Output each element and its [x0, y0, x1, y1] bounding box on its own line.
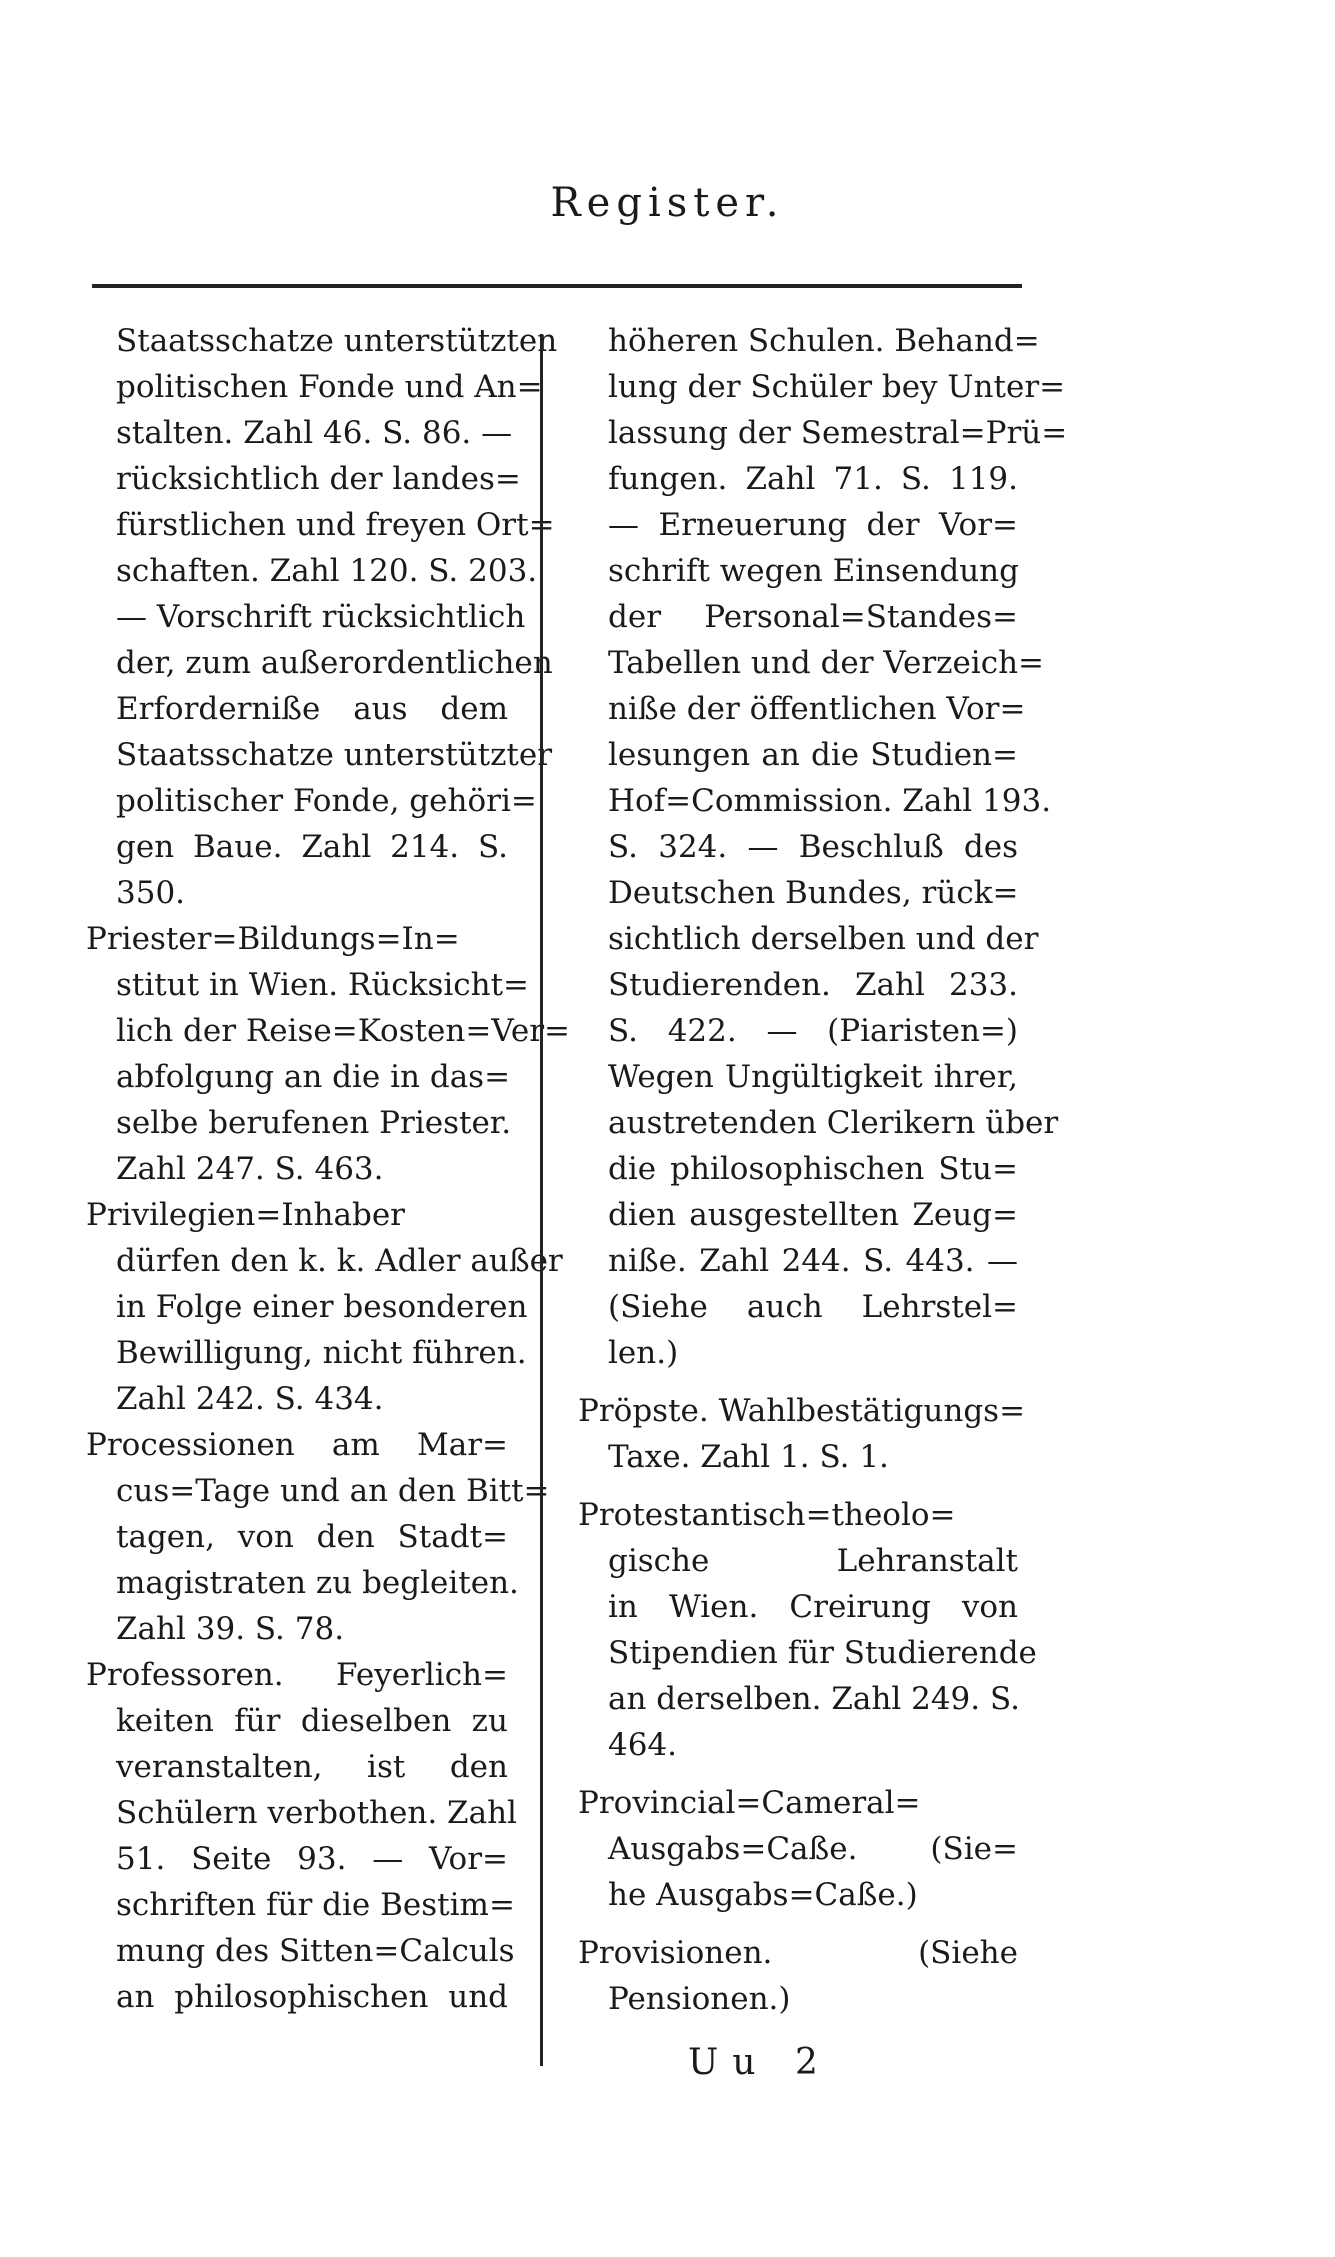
index-entry-line: Staatsschatze unterstützter	[116, 737, 553, 773]
index-entry-headword-line: Protestantisch=theolo=	[578, 1497, 956, 1533]
index-entry-line: fungen. Zahl 71. S. 119.	[608, 461, 1018, 497]
index-entry-line: S. 324. — Beschluß des	[608, 829, 1018, 865]
index-entry-line: politischen Fonde und An=	[116, 369, 543, 405]
index-entry-line: austretenden Clerikern über	[608, 1105, 1059, 1141]
index-entry-line: rücksichtlich der landes=	[116, 461, 521, 497]
entry-gap	[578, 1918, 1018, 1930]
index-entry-line: Stipendien für Studierende	[608, 1635, 1037, 1671]
index-entry-line: Taxe. Zahl 1. S. 1.	[608, 1439, 889, 1475]
running-head-title: Register.	[550, 180, 785, 226]
index-entry-line: lassung der Semestral=Prü=	[608, 415, 1068, 451]
index-entry-line: Ausgabs=Caße. (Sie=	[608, 1831, 1018, 1867]
index-entry-line: gische Lehranstalt	[608, 1543, 1018, 1579]
index-entry-line: Studierenden. Zahl 233.	[608, 967, 1018, 1003]
index-entry-line: der, zum außerordentlichen	[116, 645, 553, 681]
index-entry-headword-line: Professoren. Feyerlich=	[86, 1657, 508, 1693]
index-entry-line: gen Baue. Zahl 214. S.	[116, 829, 508, 865]
index-entry-line: Bewilligung, nicht führen.	[116, 1335, 527, 1371]
index-entry-line: der Personal=Standes=	[608, 599, 1018, 635]
index-entry-line: he Ausgabs=Caße.)	[608, 1877, 918, 1913]
index-entry-line: niße der öffentlichen Vor=	[608, 691, 1026, 727]
index-entry-line: lung der Schüler bey Unter=	[608, 369, 1066, 405]
index-entry-line: schrift wegen Einsendung	[608, 553, 1019, 589]
index-entry-line: höheren Schulen. Behand=	[608, 323, 1040, 359]
index-entry-line: 350.	[116, 875, 186, 911]
right-column	[578, 318, 1068, 2022]
entry-gap	[578, 1480, 1018, 1492]
index-entry-line: an philosophischen und	[116, 1979, 508, 2015]
index-entry-line: Zahl 242. S. 434.	[116, 1381, 384, 1417]
index-entry-line: die philosophischen Stu=	[608, 1151, 1018, 1187]
index-entry-line: stitut in Wien. Rücksicht=	[116, 967, 530, 1003]
index-entry-line: 51. Seite 93. — Vor=	[116, 1841, 508, 1877]
index-entry-line: fürstlichen und freyen Ort=	[116, 507, 555, 543]
index-entry-line: Wegen Ungültigkeit ihrer,	[608, 1059, 1018, 1095]
index-entry-line: keiten für dieselben zu	[116, 1703, 508, 1739]
index-entry-line: Schülern verbothen. Zahl	[116, 1795, 517, 1831]
index-entry-line: lesungen an die Studien=	[608, 737, 1018, 773]
signature-catchword: Uu 2	[688, 2042, 832, 2083]
index-entry-line: schaften. Zahl 120. S. 203.	[116, 553, 538, 589]
index-entry-line: mung des Sitten=Calculs	[116, 1933, 515, 1969]
index-entry-line: S. 422. — (Piaristen=)	[608, 1013, 1018, 1049]
index-entry-line: magistraten zu begleiten.	[116, 1565, 519, 1601]
index-entry-line: (Siehe auch Lehrstel=	[608, 1289, 1018, 1325]
left-column	[86, 318, 571, 2020]
index-entry-line: schriften für die Bestim=	[116, 1887, 515, 1923]
index-entry-line: an derselben. Zahl 249. S.	[608, 1681, 1020, 1717]
index-entry-line: Zahl 247. S. 463.	[116, 1151, 384, 1187]
index-entry-line: niße. Zahl 244. S. 443. —	[608, 1243, 1018, 1279]
index-entry-line: Hof=Commission. Zahl 193.	[608, 783, 1052, 819]
index-entry-line: Staatsschatze unterstützten	[116, 323, 558, 359]
index-entry-line: in Folge einer besonderen	[116, 1289, 528, 1325]
index-entry-headword-line: Provisionen. (Siehe	[578, 1935, 1018, 1971]
header-rule	[92, 284, 1022, 288]
index-entry-line: Tabellen und der Verzeich=	[608, 645, 1045, 681]
entry-gap	[578, 1376, 1018, 1388]
index-entry-line: tagen, von den Stadt=	[116, 1519, 508, 1555]
index-entry-headword-line: Pröpste. Wahlbestätigungs=	[578, 1393, 1026, 1429]
index-entry-line: dürfen den k. k. Adler außer	[116, 1243, 563, 1279]
index-entry-line: len.)	[608, 1335, 679, 1371]
index-entry-line: — Erneuerung der Vor=	[608, 507, 1018, 543]
index-entry-headword-line: Privilegien=Inhaber	[86, 1197, 405, 1233]
index-entry-line: lich der Reise=Kosten=Ver=	[116, 1013, 571, 1049]
index-entry-headword-line: Processionen am Mar=	[86, 1427, 508, 1463]
index-entry-line: in Wien. Creirung von	[608, 1589, 1018, 1625]
column-divider	[540, 334, 543, 2066]
index-entry-line: selbe berufenen Priester.	[116, 1105, 512, 1141]
index-entry-line: dien ausgestellten Zeug=	[608, 1197, 1018, 1233]
index-entry-line: — Vorschrift rücksichtlich	[116, 599, 526, 635]
index-entry-headword-line: Priester=Bildungs=In=	[86, 921, 460, 957]
index-entry-line: veranstalten, ist den	[116, 1749, 508, 1785]
index-entry-line: Pensionen.)	[608, 1981, 791, 2017]
index-entry-line: Deutschen Bundes, rück=	[608, 875, 1019, 911]
index-entry-line: Erforderniße aus dem	[116, 691, 508, 727]
index-entry-line: abfolgung an die in das=	[116, 1059, 511, 1095]
index-entry-line: 464.	[608, 1727, 678, 1763]
entry-gap	[578, 1768, 1018, 1780]
index-entry-line: sichtlich derselben und der	[608, 921, 1039, 957]
index-entry-line: politischer Fonde, gehöri=	[116, 783, 537, 819]
index-entry-line: cus=Tage und an den Bitt=	[116, 1473, 550, 1509]
index-entry-headword-line: Provincial=Cameral=	[578, 1785, 921, 1821]
index-entry-line: stalten. Zahl 46. S. 86. —	[116, 415, 513, 451]
index-entry-line: Zahl 39. S. 78.	[116, 1611, 345, 1647]
